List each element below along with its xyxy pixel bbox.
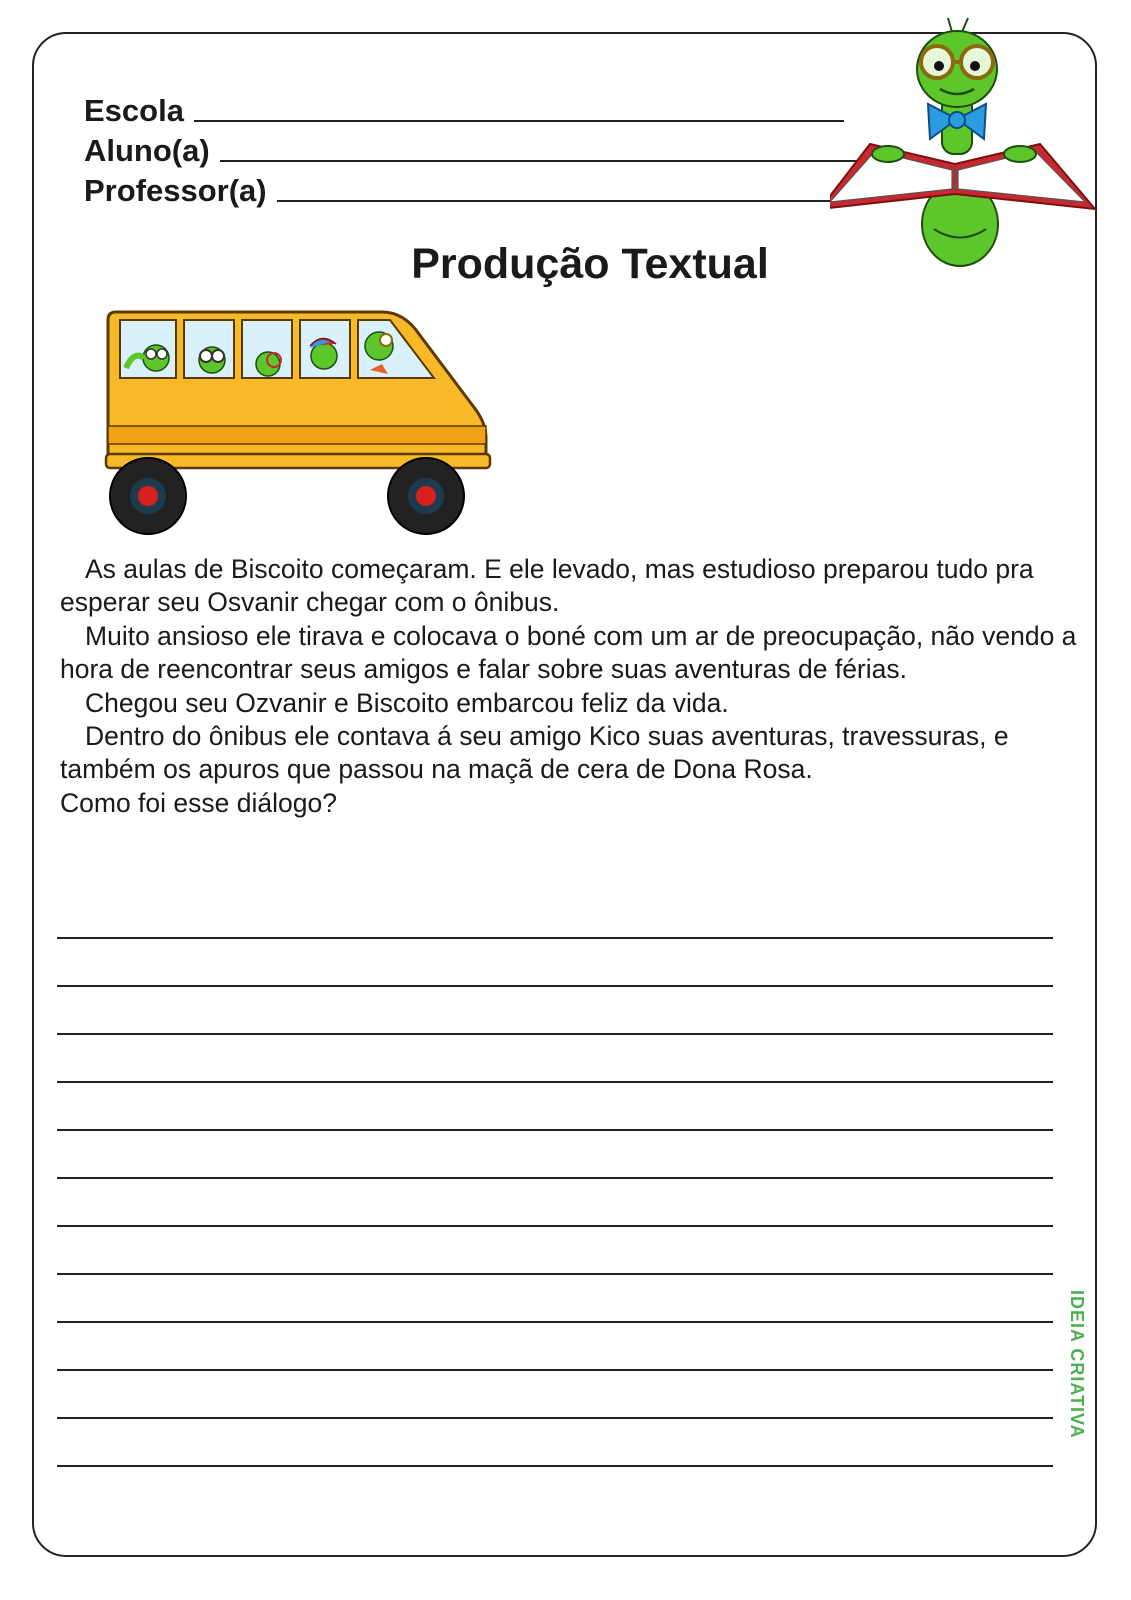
story-question: Como foi esse diálogo? — [60, 787, 337, 818]
answer-line[interactable] — [57, 1179, 1053, 1227]
answer-line[interactable] — [57, 1035, 1053, 1083]
page-title: Produção Textual — [411, 240, 769, 288]
watermark: IDEIA CRIATIVA — [1067, 1290, 1087, 1439]
answer-line[interactable] — [57, 1227, 1053, 1275]
school-label: Escola — [84, 93, 184, 128]
teacher-line[interactable] — [277, 200, 854, 202]
student-field — [84, 128, 874, 168]
answer-line[interactable] — [57, 1323, 1053, 1371]
story-text — [60, 553, 1080, 820]
student-line[interactable] — [220, 160, 874, 162]
answer-line[interactable] — [57, 1275, 1053, 1323]
answer-line[interactable] — [57, 1419, 1053, 1467]
answer-line[interactable] — [57, 1083, 1053, 1131]
school-bus-illustration — [104, 306, 504, 536]
teacher-field — [84, 168, 854, 208]
answer-line[interactable] — [57, 987, 1053, 1035]
story-paragraph-1: As aulas de Biscoito começaram. E ele levado, mas estudioso preparou tudo pra esperar seu Osvanir chegar com o ônibus. — [60, 554, 1034, 618]
story-paragraph-2: Muito ansioso ele tirava e colocava o boné com um ar de preocupação, não vendo a hora de reencontrar seus amigos e falar sobre suas aventuras de férias. — [60, 620, 1077, 685]
answer-lines — [57, 937, 1053, 1467]
story-paragraph-4: Dentro do ônibus ele contava á seu amigo Kico suas aventuras, travessuras, e também os apuros que passou na maçã de cera de Dona Rosa. — [60, 721, 1009, 785]
teacher-label: Professor(a) — [84, 173, 267, 208]
answer-line[interactable] — [57, 1371, 1053, 1419]
school-field — [84, 88, 844, 128]
student-label: Aluno(a) — [84, 133, 210, 168]
answer-line[interactable] — [57, 1131, 1053, 1179]
school-line[interactable] — [194, 120, 844, 122]
story-paragraph-3: Chegou seu Ozvanir e Biscoito embarcou feliz da vida. — [85, 687, 729, 718]
answer-line[interactable] — [57, 939, 1053, 987]
worm-reading-book-illustration — [830, 14, 1128, 269]
